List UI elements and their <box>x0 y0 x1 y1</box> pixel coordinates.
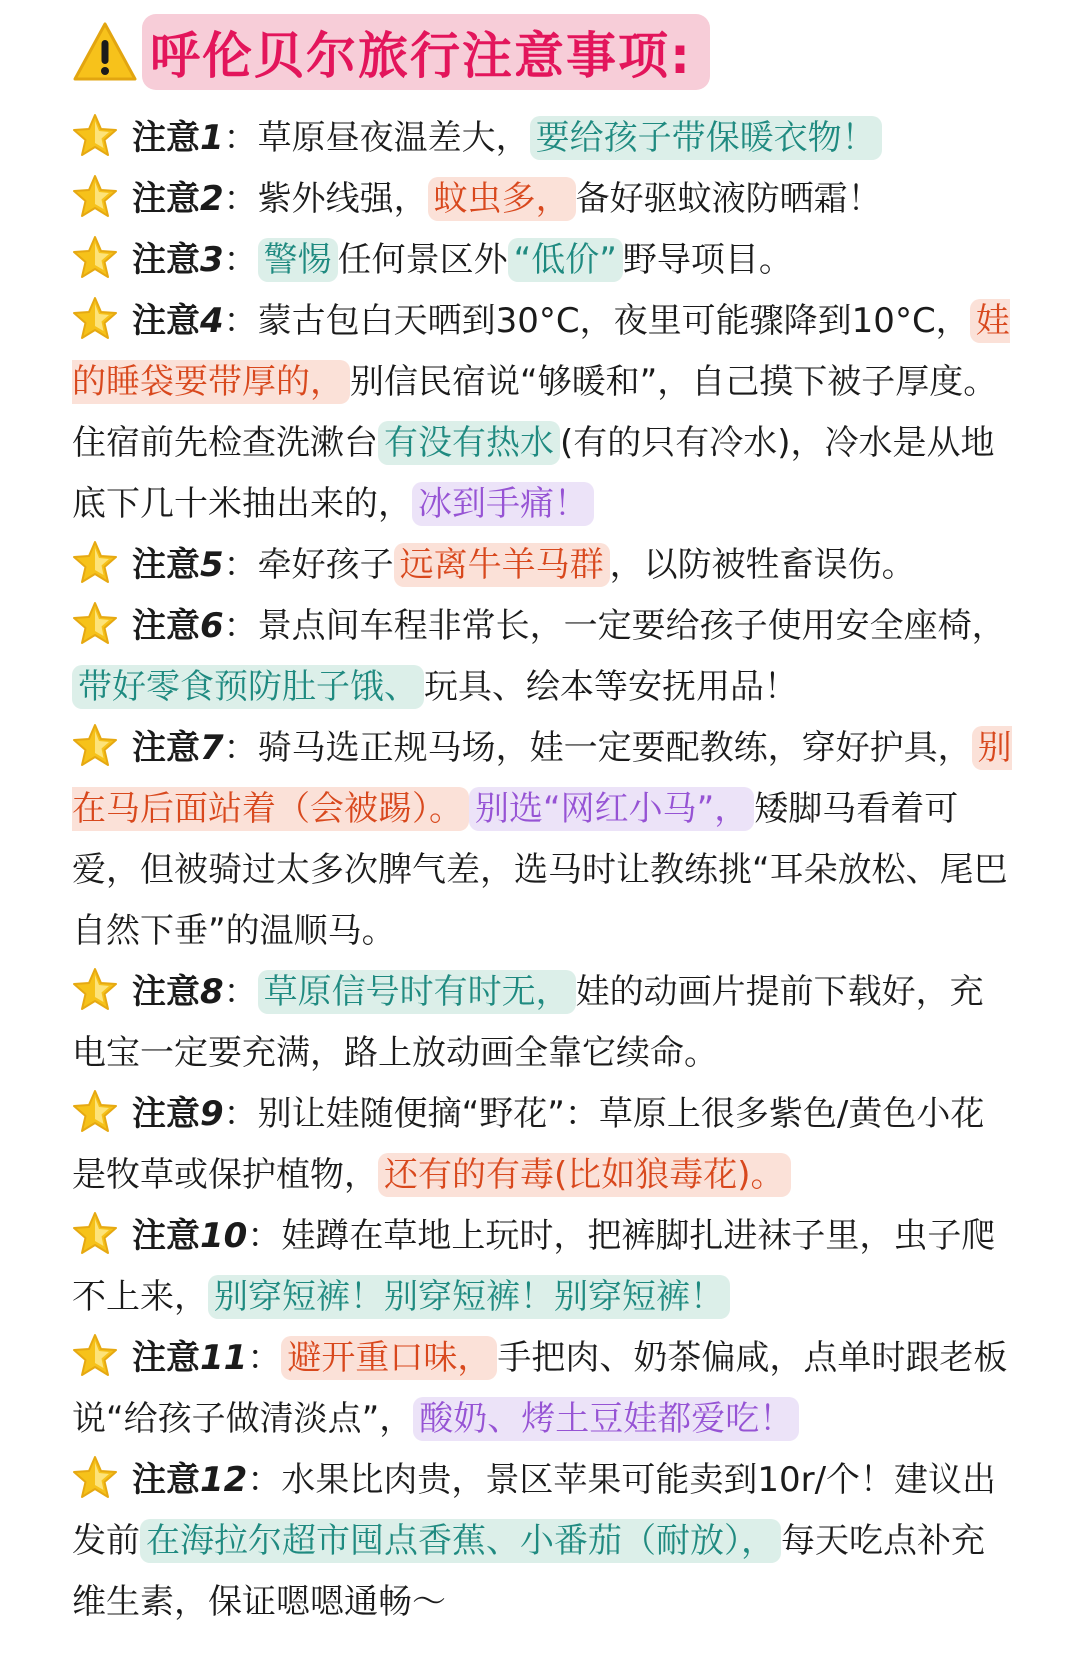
note-text: (有的只有冷水)，冷水是从地底下几十米抽出来的， <box>72 423 995 524</box>
note-label-text: 注意 <box>132 972 200 1012</box>
note-colon: ： <box>223 240 258 280</box>
note-colon: ： <box>223 728 258 768</box>
star-icon <box>72 601 118 647</box>
note-label <box>132 1094 224 1134</box>
star-icon <box>72 174 118 220</box>
note-item <box>72 962 1012 1084</box>
note-item <box>72 230 1012 291</box>
note-colon: ： <box>247 1338 282 1378</box>
highlighted-text: 草原信号时有时无， <box>258 970 576 1014</box>
highlighted-text: “低价” <box>508 238 623 282</box>
note-number: 1 <box>200 118 224 158</box>
highlighted-text: 别选“网红小马”， <box>469 787 754 831</box>
note-text: 水果比肉贵，景区苹果可能卖到10r/个！建议出发前 <box>72 1460 997 1561</box>
note-colon: ： <box>223 972 258 1012</box>
highlighted-text: 警惕 <box>258 238 338 282</box>
note-item <box>72 535 1012 596</box>
note-colon: ： <box>223 545 258 585</box>
notes-list <box>72 108 1012 1633</box>
note-colon: ： <box>223 179 258 219</box>
note-item <box>72 169 1012 230</box>
star-icon <box>72 1211 118 1257</box>
highlighted-text: 冰到手痛！ <box>412 482 594 526</box>
note-label <box>132 606 224 646</box>
note-label <box>132 728 224 768</box>
highlighted-text: 带好零食预防肚子饿、 <box>72 665 424 709</box>
note-label-text: 注意 <box>132 606 200 646</box>
star-icon <box>72 235 118 281</box>
note-text: 别让娃随便摘“野花”：草原上很多紫色/黄色小花是牧草或保护植物， <box>72 1094 985 1195</box>
note-text: 草原昼夜温差大， <box>257 118 530 158</box>
star-icon <box>72 296 118 342</box>
note-number: 11 <box>200 1338 248 1378</box>
highlighted-text: 远离牛羊马群 <box>394 543 610 587</box>
page-title: 呼伦贝尔旅行注意事项: <box>150 27 692 85</box>
note-item <box>72 108 1012 169</box>
star-icon <box>72 113 118 159</box>
note-text: 牵好孩子 <box>257 545 394 585</box>
note-label-text: 注意 <box>132 179 200 219</box>
note-label-text: 注意 <box>132 118 200 158</box>
note-text: ，以防被牲畜误伤。 <box>609 545 916 585</box>
note-label <box>132 972 224 1012</box>
note-item <box>72 718 1012 962</box>
note-text: 矮脚马看着可爱，但被骑过太多次脾气差，选马时让教练挑“耳朵放松、尾巴自然下垂”的温顺马。 <box>72 789 1008 951</box>
note-colon: ： <box>223 606 258 646</box>
note-label-text: 注意 <box>132 1460 200 1500</box>
note-label <box>132 1460 247 1500</box>
note-item <box>72 1206 1012 1328</box>
note-item <box>72 291 1012 535</box>
title-highlight <box>142 14 710 90</box>
star-icon <box>72 1333 118 1379</box>
highlighted-text: 在海拉尔超市囤点香蕉、小番茄（耐放）， <box>140 1519 781 1563</box>
note-number: 9 <box>200 1094 224 1134</box>
highlighted-text: 要给孩子带保暖衣物！ <box>530 116 882 160</box>
note-number: 8 <box>200 972 224 1012</box>
note-number: 2 <box>200 179 224 219</box>
note-label-text: 注意 <box>132 545 200 585</box>
highlighted-text: 娃的睡袋要带厚的， <box>72 301 1010 402</box>
highlighted-text: 有没有热水 <box>378 421 560 465</box>
star-icon <box>72 723 118 769</box>
note-text: 景点间车程非常长，一定要给孩子使用安全座椅， <box>257 606 1006 646</box>
star-icon <box>72 1089 118 1135</box>
note-number: 5 <box>200 545 224 585</box>
highlighted-text: 避开重口味， <box>281 1336 497 1380</box>
note-text: 野导项目。 <box>622 240 793 280</box>
note-colon: ： <box>223 118 258 158</box>
note-text: 娃的动画片提前下载好，充电宝一定要充满，路上放动画全靠它续命。 <box>72 972 984 1073</box>
note-text: 紫外线强， <box>257 179 428 219</box>
note-text: 蒙古包白天晒到30°C，夜里可能骤降到10°C， <box>257 301 970 341</box>
note-label <box>132 118 224 158</box>
note-number: 4 <box>200 301 224 341</box>
star-icon <box>72 967 118 1013</box>
note-label <box>132 179 224 219</box>
note-colon: ： <box>247 1460 282 1500</box>
note-text: 每天吃点补充维生素，保证嗯嗯通畅～ <box>72 1521 985 1622</box>
note-label-text: 注意 <box>132 240 200 280</box>
note-label-text: 注意 <box>132 728 200 768</box>
note-number: 10 <box>200 1216 248 1256</box>
highlighted-text: 别在马后面站着（会被踢）。 <box>72 728 1012 829</box>
note-text: 玩具、绘本等安抚用品！ <box>424 667 798 707</box>
note-text: 任何景区外 <box>337 240 508 280</box>
note-text: 娃蹲在草地上玩时，把裤脚扎进袜子里，虫子爬不上来， <box>72 1216 996 1317</box>
note-text: 备好驱蚊液防晒霜！ <box>575 179 882 219</box>
note-number: 7 <box>200 728 224 768</box>
note-label <box>132 301 224 341</box>
note-colon: ： <box>223 301 258 341</box>
note-colon: ： <box>223 1094 258 1134</box>
note-number: 3 <box>200 240 224 280</box>
note-label <box>132 240 224 280</box>
star-icon <box>72 1455 118 1501</box>
highlighted-text: 酸奶、烤土豆娃都爱吃！ <box>413 1397 799 1441</box>
note-label-text: 注意 <box>132 1094 200 1134</box>
note-text: 骑马选正规马场，娃一定要配教练，穿好护具， <box>257 728 972 768</box>
note-label-text: 注意 <box>132 301 200 341</box>
star-icon <box>72 540 118 586</box>
note-number: 12 <box>200 1460 248 1500</box>
note-label-text: 注意 <box>132 1338 200 1378</box>
note-text: 别信民宿说“够暖和”，自己摸下被子厚度。住宿前先检查洗漱台 <box>72 362 998 463</box>
note-item <box>72 596 1012 718</box>
highlighted-text: 别穿短裤！别穿短裤！别穿短裤！ <box>208 1275 730 1319</box>
note-label <box>132 545 224 585</box>
warning-icon <box>72 21 138 83</box>
note-item <box>72 1328 1012 1450</box>
note-item <box>72 1084 1012 1206</box>
note-number: 6 <box>200 606 224 646</box>
note-label <box>132 1338 247 1378</box>
note-label <box>132 1216 247 1256</box>
note-text: 手把肉、奶茶偏咸，点单时跟老板说“给孩子做清淡点”， <box>72 1338 1008 1439</box>
note-item <box>72 1450 1012 1633</box>
highlighted-text: 蚊虫多， <box>428 177 576 221</box>
highlighted-text: 还有的有毒(比如狼毒花)。 <box>378 1153 791 1197</box>
title-row <box>72 12 710 92</box>
note-label-text: 注意 <box>132 1216 200 1256</box>
note-colon: ： <box>247 1216 282 1256</box>
